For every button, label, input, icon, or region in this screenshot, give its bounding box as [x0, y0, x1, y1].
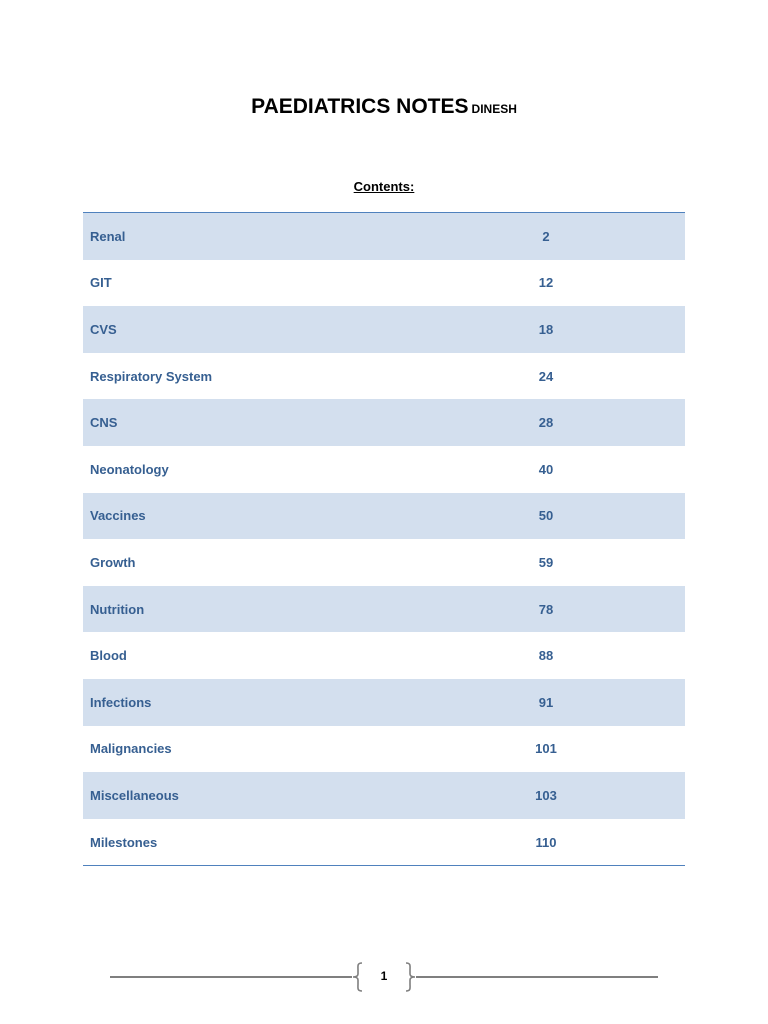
toc-entry-page: 78 [538, 601, 554, 617]
page-footer [110, 962, 658, 992]
toc-entry-page: 12 [538, 275, 554, 291]
toc-row [83, 353, 685, 400]
toc-entry-name: Infections [90, 694, 152, 710]
page-number: 1 [380, 969, 388, 983]
toc-entry-name: GIT [90, 275, 112, 291]
toc-entry-name: Growth [90, 554, 136, 570]
toc-row [83, 819, 685, 866]
title-text: PAEDIATRICS NOTES [251, 95, 469, 118]
toc-entry-page: 101 [535, 741, 557, 757]
toc-entry-name: Malignancies [90, 741, 172, 757]
toc-row [83, 446, 685, 493]
toc-row [83, 213, 685, 260]
toc-entry-page: 50 [538, 508, 554, 524]
toc-row [83, 679, 685, 726]
toc-row [83, 399, 685, 446]
author-name: DINESH [471, 102, 517, 116]
toc-entry-page: 28 [538, 415, 554, 431]
right-brace-icon [404, 962, 416, 992]
toc-row [83, 586, 685, 633]
toc-entry-name: Blood [90, 648, 127, 664]
toc-entry-name: Neonatology [90, 461, 169, 477]
toc-entry-name: Renal [90, 228, 126, 244]
toc-row [83, 539, 685, 586]
toc-entry-page: 110 [535, 834, 557, 850]
toc-entry-name: Vaccines [90, 508, 146, 524]
toc-row [83, 726, 685, 773]
toc-entry-name: Respiratory System [90, 368, 213, 384]
toc-row [83, 260, 685, 307]
footer-rule-right [416, 976, 658, 978]
toc-entry-page: 18 [538, 321, 554, 337]
toc-entry-name: Nutrition [90, 601, 145, 617]
left-brace-icon [352, 962, 364, 992]
toc-entry-page: 40 [538, 461, 554, 477]
toc-entry-name: CVS [90, 321, 117, 337]
toc-entry-page: 91 [538, 694, 554, 710]
toc-entry-page: 88 [538, 648, 554, 664]
toc-row [83, 493, 685, 540]
toc-entry-name: Milestones [90, 834, 158, 850]
table-of-contents [83, 212, 685, 866]
document-title [0, 95, 768, 119]
toc-row [83, 772, 685, 819]
toc-entry-page: 24 [538, 368, 554, 384]
toc-row [83, 632, 685, 679]
toc-entry-page: 59 [538, 554, 554, 570]
toc-entry-page: 2 [542, 228, 550, 244]
footer-rule-left [110, 976, 352, 978]
contents-heading: Contents: [353, 179, 415, 194]
toc-row [83, 306, 685, 353]
toc-entry-name: Miscellaneous [90, 787, 179, 803]
toc-entry-page: 103 [535, 787, 557, 803]
toc-entry-name: CNS [90, 415, 118, 431]
